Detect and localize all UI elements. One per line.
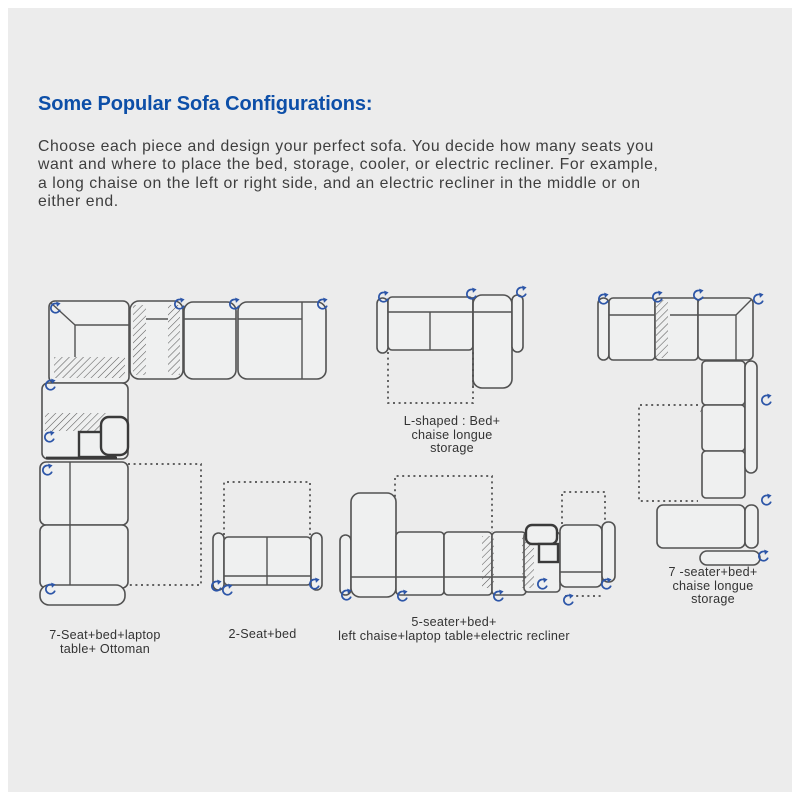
sofa-shape bbox=[377, 295, 523, 403]
caption-line: 5-seater+bed+ bbox=[411, 615, 497, 629]
diagram-caption-seven-seat-ottoman bbox=[30, 629, 180, 656]
caption-line: 7 -seater+bed+ bbox=[668, 565, 758, 579]
caption-line: chaise longue bbox=[672, 578, 754, 593]
intro-line: Choose each piece and design your perfect sofa. You decide how many seats you bbox=[38, 137, 654, 155]
diagram-caption-seven-seater bbox=[638, 566, 788, 607]
diagram-caption-two-seat bbox=[195, 628, 330, 642]
caption-line: storage bbox=[430, 441, 474, 456]
caption-line: chaise longue bbox=[411, 427, 493, 442]
diagram-caption-five-seater bbox=[323, 616, 585, 643]
rotate-icon bbox=[759, 550, 769, 561]
intro-line: want and where to place the bed, storage, cooler, or electric recliner. For example, bbox=[38, 156, 659, 174]
diagram-caption-l-shaped bbox=[377, 415, 527, 456]
caption-line: left chaise+laptop table+electric recliner bbox=[338, 628, 570, 643]
caption-line: 7-Seat+bed+laptop bbox=[49, 628, 161, 642]
sofa-shape bbox=[213, 482, 322, 590]
sofa-shape bbox=[340, 476, 615, 597]
caption-line: table+ Ottoman bbox=[60, 641, 150, 656]
rotate-icon bbox=[517, 286, 527, 297]
caption-line: storage bbox=[691, 592, 735, 607]
rotate-icon bbox=[762, 494, 772, 505]
diagram-l-shaped-bed-chaise bbox=[365, 283, 535, 411]
rotate-icon bbox=[754, 293, 764, 304]
intro-line: a long chaise on the left or right side, and an electric recliner in the middle or on bbox=[38, 174, 641, 192]
intro-line: either end. bbox=[38, 193, 119, 211]
diagram-five-seater-recliner bbox=[338, 468, 623, 610]
caption-line: L-shaped : Bed+ bbox=[403, 414, 501, 428]
rotate-icon bbox=[694, 289, 704, 300]
page-title: Some Popular Sofa Configurations: bbox=[38, 93, 373, 116]
rotate-icon bbox=[762, 394, 772, 405]
diagram-two-seat-bed bbox=[205, 465, 330, 600]
caption-line: 2-Seat+bed bbox=[228, 627, 297, 641]
intro-paragraph bbox=[38, 138, 768, 212]
